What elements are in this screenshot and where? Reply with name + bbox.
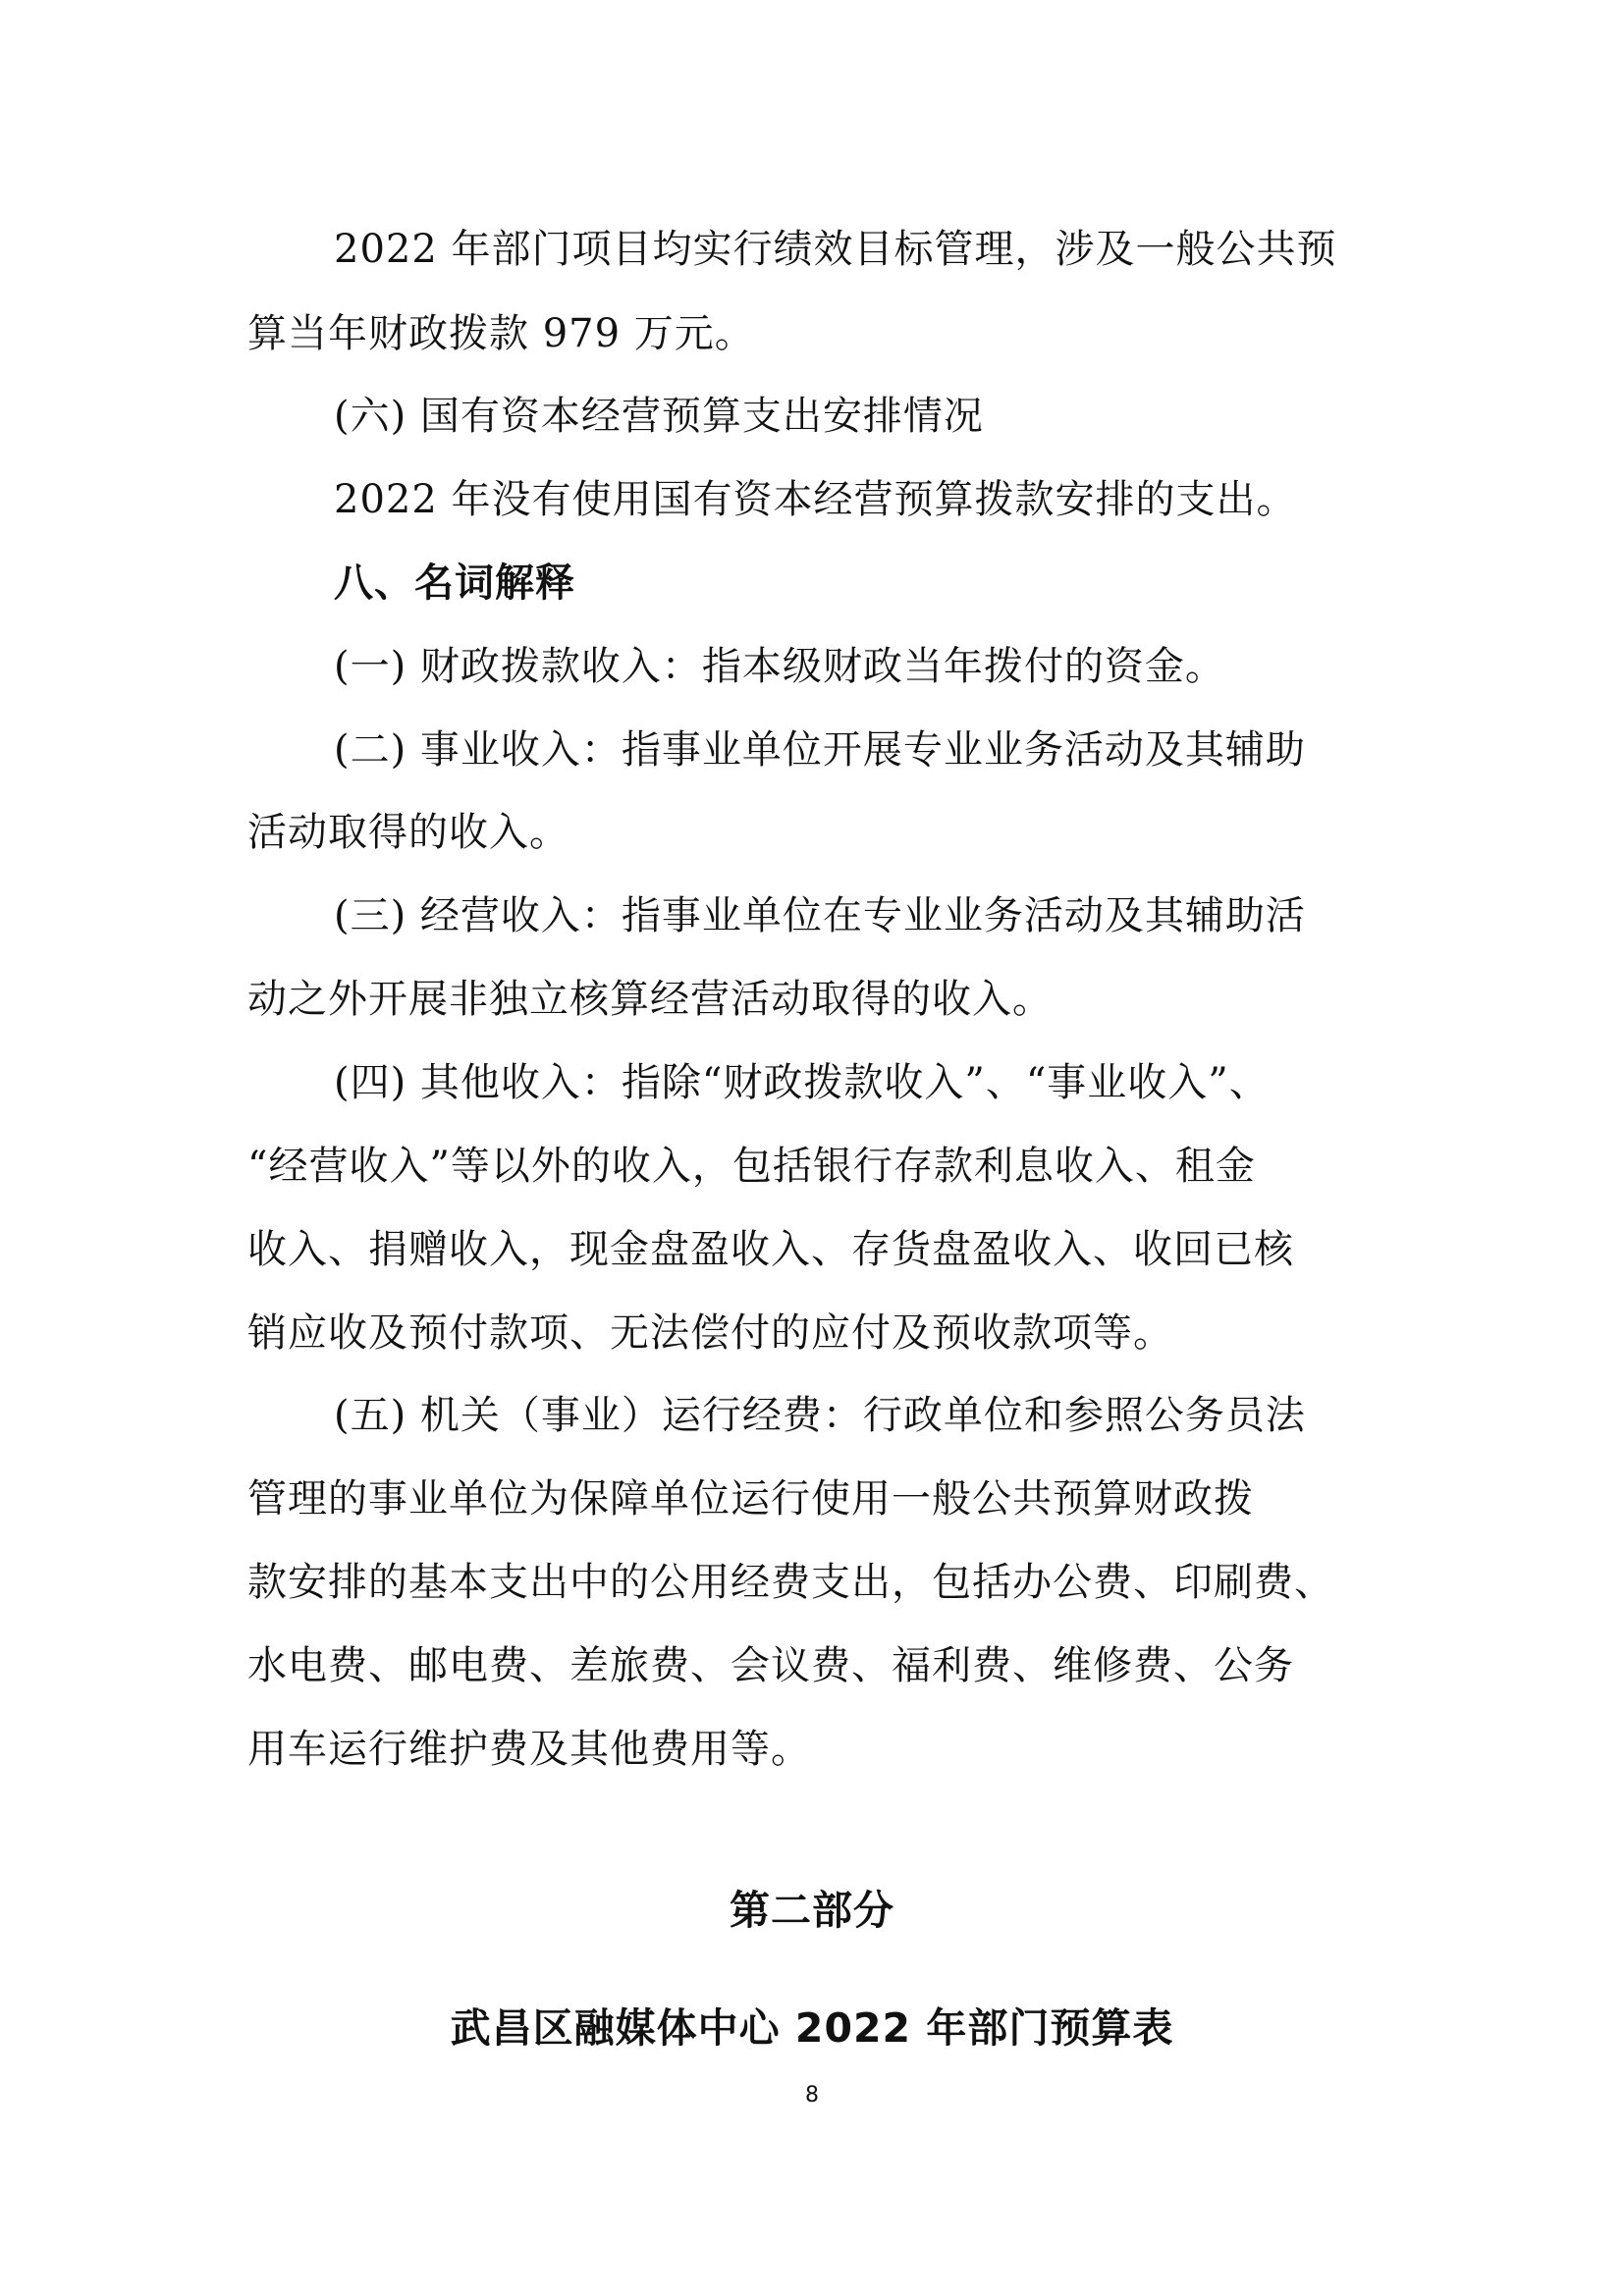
definition-line: 水电费、邮电费、差旅费、会议费、福利费、维修费、公务 (247, 1643, 1294, 1688)
definition-line: “经营收入”等以外的收入，包括银行存款利息收入、租金 (247, 1144, 1256, 1189)
definition-line: 用车运行维护费及其他费用等。 (247, 1727, 811, 1772)
page-number: 8 (805, 2083, 819, 2108)
table-title: 武昌区融媒体中心 2022 年部门预算表 (450, 2004, 1174, 2052)
definition-line: (五) 机关（事业）运行经费：行政单位和参照公务员法 (334, 1393, 1306, 1438)
paragraph-line: 算当年财政拨款 979 万元。 (247, 311, 755, 356)
definition-line: 销应收及预付款项、无法偿付的应付及预收款项等。 (247, 1310, 1173, 1356)
part-title: 第二部分 (730, 1887, 894, 1934)
definition-line: (三) 经营收入：指事业单位在专业业务活动及其辅助活 (334, 893, 1306, 938)
definition-line: (一) 财政拨款收入：指本级财政当年拨付的资金。 (334, 644, 1225, 689)
section-heading: 八、名词解释 (334, 561, 575, 606)
paragraph-line: 2022 年部门项目均实行绩效目标管理，涉及一般公共预 (334, 227, 1337, 272)
definition-line: 活动取得的收入。 (247, 810, 569, 855)
definition-line: (四) 其他收入：指除“财政拨款收入”、“事业收入”、 (334, 1060, 1270, 1105)
section-subheading: (六) 国有资本经营预算支出安排情况 (334, 394, 984, 439)
paragraph-line: 2022 年没有使用国有资本经营预算拨款安排的支出。 (334, 477, 1297, 522)
definition-line: (二) 事业收入：指事业单位开展专业业务活动及其辅助 (334, 727, 1306, 773)
definition-line: 动之外开展非独立核算经营活动取得的收入。 (247, 977, 1053, 1022)
definition-line: 管理的事业单位为保障单位运行使用一般公共预算财政拨 (247, 1476, 1254, 1522)
definition-line: 收入、捐赠收入，现金盘盈收入、存货盘盈收入、收回已核 (247, 1227, 1294, 1272)
definition-line: 款安排的基本支出中的公用经费支出，包括办公费、印刷费、 (247, 1560, 1334, 1605)
